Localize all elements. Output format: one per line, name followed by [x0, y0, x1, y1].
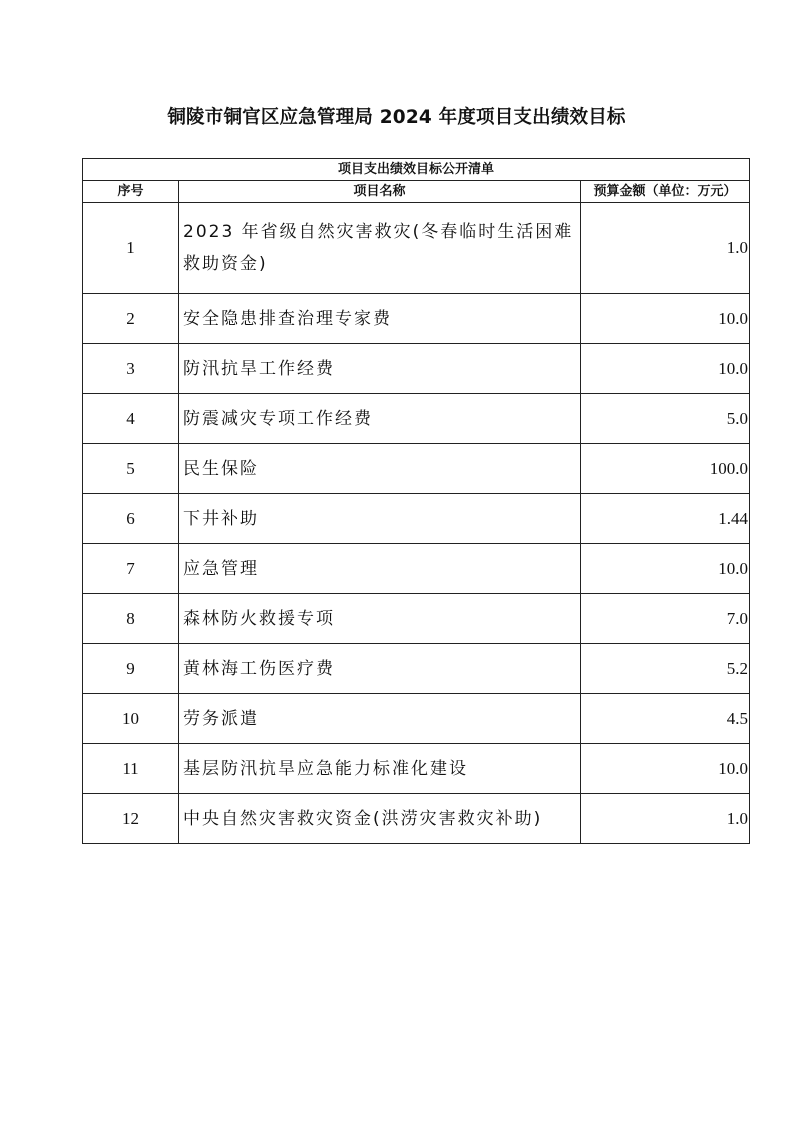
table-row [83, 344, 750, 394]
table-row [83, 203, 750, 294]
row-index: 1 [83, 203, 179, 294]
row-budget: 10.0 [581, 344, 750, 394]
row-index: 3 [83, 344, 179, 394]
row-budget: 1.0 [581, 794, 750, 844]
row-budget: 10.0 [581, 294, 750, 344]
row-project-name: 防震减灾专项工作经费 [179, 394, 581, 444]
row-budget: 7.0 [581, 594, 750, 644]
table-row [83, 494, 750, 544]
table-row [83, 394, 750, 444]
table-row [83, 294, 750, 344]
row-project-name: 安全隐患排查治理专家费 [179, 294, 581, 344]
row-budget: 100.0 [581, 444, 750, 494]
page-title: 铜陵市铜官区应急管理局 2024 年度项目支出绩效目标 [167, 107, 626, 128]
table-row [83, 544, 750, 594]
row-budget: 5.2 [581, 644, 750, 694]
row-project-name: 森林防火救援专项 [179, 594, 581, 644]
row-budget: 1.0 [581, 203, 750, 294]
row-index: 2 [83, 294, 179, 344]
table-row [83, 444, 750, 494]
row-index: 9 [83, 644, 179, 694]
budget-table [82, 158, 750, 844]
row-project-name: 基层防汛抗旱应急能力标准化建设 [179, 744, 581, 794]
row-project-name: 2023 年省级自然灾害救灾(冬春临时生活困难救助资金) [179, 203, 581, 294]
table-row [83, 794, 750, 844]
table-row [83, 744, 750, 794]
row-project-name: 劳务派遣 [179, 694, 581, 744]
row-index: 11 [83, 744, 179, 794]
row-project-name: 中央自然灾害救灾资金(洪涝灾害救灾补助) [179, 794, 581, 844]
row-index: 12 [83, 794, 179, 844]
row-index: 10 [83, 694, 179, 744]
row-project-name: 防汛抗旱工作经费 [179, 344, 581, 394]
row-index: 8 [83, 594, 179, 644]
table-caption: 项目支出绩效目标公开清单 [83, 159, 750, 181]
row-project-name: 下井补助 [179, 494, 581, 544]
table-row [83, 694, 750, 744]
row-budget: 1.44 [581, 494, 750, 544]
table-row [83, 594, 750, 644]
row-index: 5 [83, 444, 179, 494]
row-budget: 10.0 [581, 744, 750, 794]
header-name: 项目名称 [179, 181, 581, 203]
row-budget: 5.0 [581, 394, 750, 444]
row-project-name: 民生保险 [179, 444, 581, 494]
row-index: 6 [83, 494, 179, 544]
header-index: 序号 [83, 181, 179, 203]
row-index: 7 [83, 544, 179, 594]
row-budget: 10.0 [581, 544, 750, 594]
table-header-row [83, 181, 750, 203]
row-index: 4 [83, 394, 179, 444]
row-budget: 4.5 [581, 694, 750, 744]
row-project-name: 应急管理 [179, 544, 581, 594]
table-row [83, 644, 750, 694]
header-budget: 预算金额（单位：万元） [581, 181, 750, 203]
row-project-name: 黄林海工伤医疗费 [179, 644, 581, 694]
